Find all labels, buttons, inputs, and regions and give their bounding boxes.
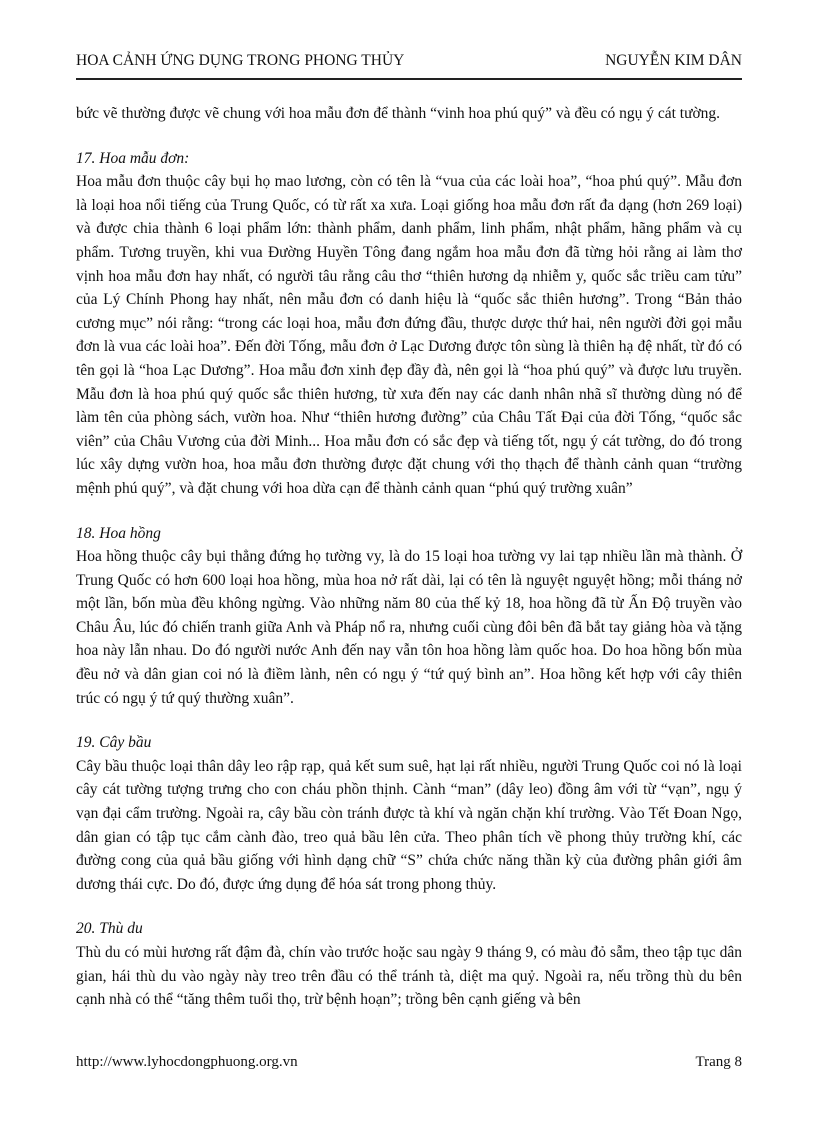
page-header: [76, 52, 742, 80]
section-body: Hoa hồng thuộc cây bụi thẳng đứng họ tường vy, là do 15 loại hoa tường vy lai tạp nhiều lần mà thành. Ở Trung Quốc có hơn 600 loại hoa hồng, mùa hoa nở rất dài, lại có tên là nguyệt nguyệt hồng; mỗi tháng nở một lần, bốn mùa đều không ngừng. Vào những năm 80 của thế kỷ 18, hoa hồng đã từ Ấn Độ truyền vào Châu Âu, lúc đó chiến tranh giữa Anh và Pháp nổ ra, nhưng cuối cùng đôi bên đã bắt tay giảng hòa và tặng hoa này lẫn nhau. Do đó người nước Anh đến nay vẫn tôn hoa hồng làm quốc hoa. Do hoa hồng bốn mùa đều nở và dân gian coi nó là điềm lành, nên có ngụ ý “tứ quý bình an”. Hoa hồng kết hợp với cây thiên trúc có ngụ ý tứ quý thường xuân”.: [76, 548, 742, 707]
page-number: Trang 8: [695, 1054, 742, 1070]
page-footer: [76, 1054, 742, 1076]
footer-url: http://www.lyhocdongphuong.org.vn: [76, 1054, 298, 1070]
section-heading: 18. Hoa hồng: [76, 524, 161, 542]
page-body: [76, 102, 742, 1012]
section-body: Thù du có mùi hương rất đậm đà, chín vào trước hoặc sau ngày 9 tháng 9, có màu đỏ sẫm, theo tập tục dân gian, hái thù du vào ngày này treo trên đầu có thể tránh tà, diệt ma quỷ. Ngoài ra, nếu trồng thù du bên cạnh nhà có thể “tăng thêm tuổi thọ, trừ bệnh hoạn”; trồng bên cạnh giếng và bên: [76, 944, 742, 1009]
section-heading: 20. Thù du: [76, 920, 143, 938]
header-title: HOA CẢNH ỨNG DỤNG TRONG PHONG THỦY: [76, 52, 405, 69]
section-body: Hoa mẫu đơn thuộc cây bụi họ mao lương, còn có tên là “vua của các loài hoa”, “hoa phú quý”. Mẫu đơn là loại hoa nổi tiếng của Trung Quốc, có từ rất xa xưa. Loại giống hoa mẫu đơn rất đa dạng (hơn 269 loại) và được chia thành 6 loại phẩm lớn: thành phẩm, danh phẩm, linh phẩm, nhật phẩm, hãng phẩm và cụ phẩm. Tương truyền, khi vua Đường Huyền Tông đang ngắm hoa mẫu đơn đã từng hỏi rằng ai làm thơ vịnh hoa mẫu đơn hay nhất, có người tâu rằng câu thơ “thiên hương dạ nhiễm y, quốc sắc triều cam tửu” của Lý Chính Phong hay nhất, nên mẫu đơn có danh hiệu là “quốc sắc thiên hương”. Trong “Bản thảo cương mục” nói rằng: “trong các loại hoa, mẫu đơn đứng đầu, thược dược thứ hai, nên người đời gọi mẫu đơn là vua các loài hoa”. Đến đời Tống, mẫu đơn ở Lạc Dương được tôn sùng là thiên hạ đệ nhất, từ đó có tên gọi là “hoa Lạc Dương”. Hoa mẫu đơn xinh đẹp đầy đà, nên gọi là “hoa phú quý” và được lưu truyền. Mẫu đơn là hoa phú quý quốc sắc thiên hương, từ xưa đến nay các danh nhân nhã sĩ thường dùng nó để làm tên của phòng sách, vườn hoa. Như “thiên hương đường” của Châu Tất Đại của đời Tống, “quốc sắc viên” của Châu Vương của đời Minh... Hoa mẫu đơn có sắc đẹp và tiếng tốt, ngụ ý cát tường, do đó trong lúc xây dựng vườn hoa, hoa mẫu đơn thường được đặt chung với thọ thạch để thành cảnh quan “trường mệnh phú quý”, và đặt chung với hoa dừa cạn để thành cảnh quan “phú quý trường xuân”: [76, 173, 742, 497]
section-heading: 17. Hoa mẫu đơn:: [76, 149, 190, 167]
section-heading: 19. Cây bầu: [76, 734, 152, 752]
section-body: Cây bầu thuộc loại thân dây leo rập rạp, quả kết sum suê, hạt lại rất nhiều, người Trung Quốc coi nó là loại cây cát tường tượng trưng cho con cháu phồn thịnh. Cành “man” (dây leo) đồng âm với từ “vạn”, ngụ ý vạn đại cẩm trường. Ngoài ra, cây bầu còn tránh được tà khí và ngăn chặn khí trường. Vào Tết Đoan Ngọ, dân gian có tập tục cắm cành đào, treo quả bầu lên cửa. Theo phân tích về phong thủy trường khí, các đường cong của quả bầu giống với hình dạng chữ “S” chứa chức năng thần kỳ của đường phân giới âm dương thái cực. Do đó, được ứng dụng để hóa sát trong phong thủy.: [76, 757, 742, 893]
header-author: NGUYỄN KIM DÂN: [605, 52, 742, 69]
intro-paragraph: bức vẽ thường được vẽ chung với hoa mẫu đơn để thành “vinh hoa phú quý” và đều có ngụ ý cát tường.: [76, 105, 721, 122]
